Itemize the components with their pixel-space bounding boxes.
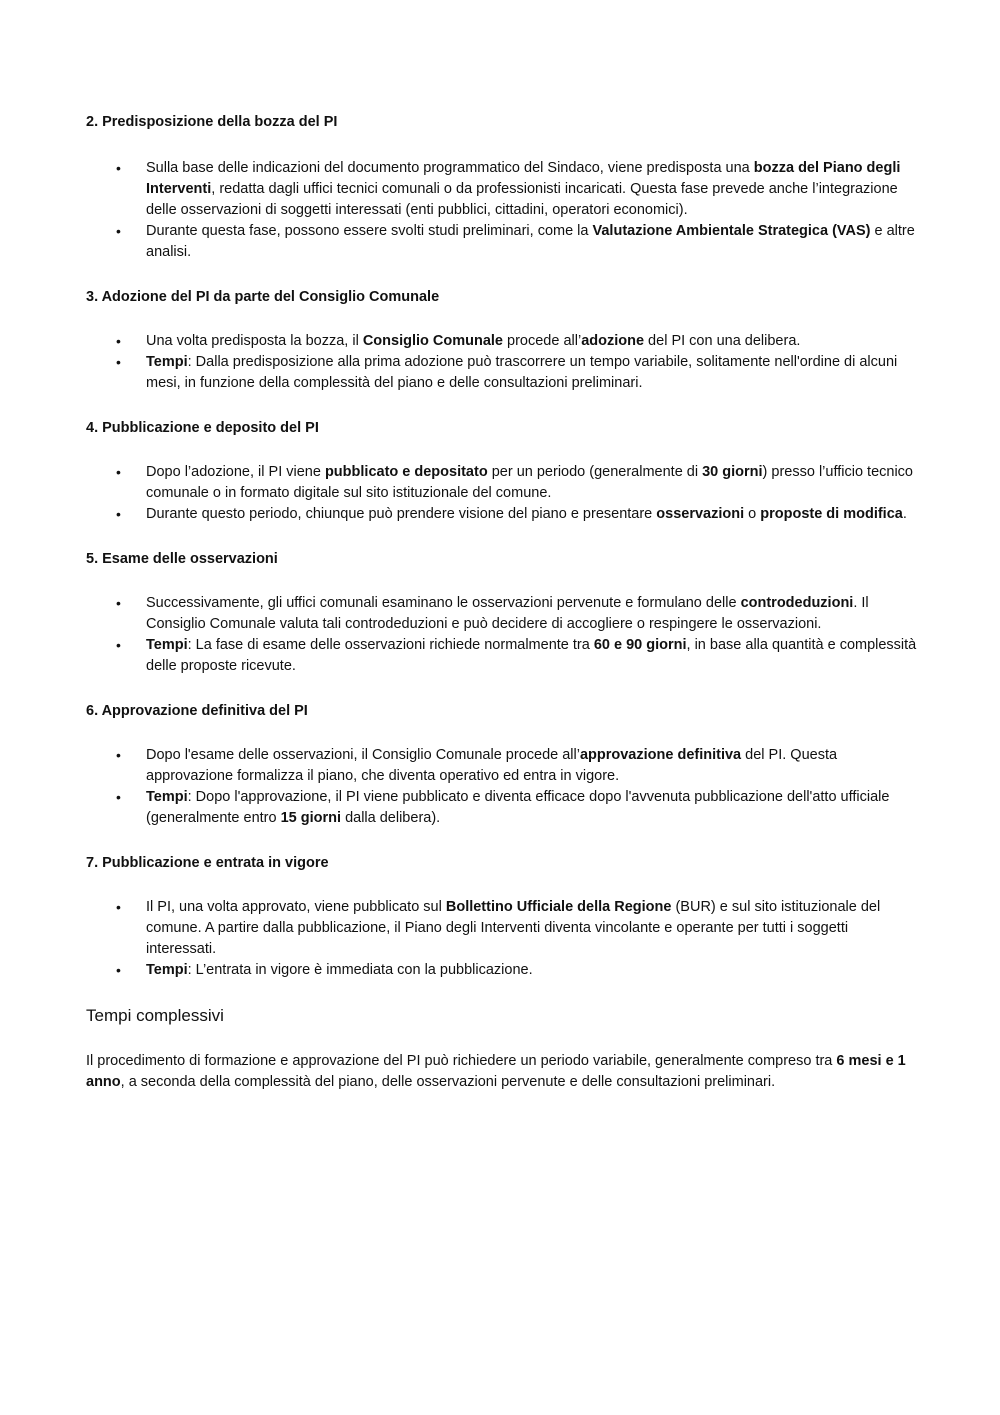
list-item-text: Successivamente, gli uffici comunali esaminano le osservazioni pervenute e formulano delle controdeduzioni. Il Consiglio Comunale valuta tali controdeduzioni e può decidere di accogliere o respingere le osservazioni. [146,595,869,632]
list-item-text: Una volta predisposta la bozza, il Consiglio Comunale procede all’adozione del PI con una delibera. [146,333,801,349]
section [86,853,918,981]
bold-text: 60 e 90 giorni [593,637,687,653]
bullet-icon: • [116,333,121,349]
list-item-text: Tempi: L’entrata in vigore è immediata con la pubblicazione. [146,962,533,978]
bullet-list [86,593,918,677]
bold-text: Tempi [146,354,188,370]
section-title: 2. Predisposizione della bozza del PI [86,114,338,130]
list-item [86,158,918,221]
bullet-icon: • [116,506,121,522]
bullet-icon: • [116,962,121,978]
summary-section [86,1005,918,1093]
list-item [86,331,918,352]
section-title: 6. Approvazione definitiva del PI [86,703,308,719]
list-item-text: Dopo l'esame delle osservazioni, il Consiglio Comunale procede all’approvazione definitiva del PI. Questa approvazione formalizza il piano, che diventa operativo ed entra in vigore. [146,747,838,784]
bold-text: adozione [581,333,645,349]
section [86,549,918,677]
list-item-text: Tempi: Dalla predisposizione alla prima adozione può trascorrere un tempo variabile, solitamente nell'ordine di alcuni mesi, in funzione della complessità del piano e delle consultazioni preliminari. [146,354,898,391]
bold-text: Tempi [146,637,188,653]
bold-text: pubblicato e depositato [324,464,488,480]
bold-text: bozza del Piano degli Interventi [146,160,901,197]
bullet-list [86,462,918,525]
list-item-text: Durante questa fase, possono essere svolti studi preliminari, come la Valutazione Ambientale Strategica (VAS) e altre analisi. [146,223,915,260]
bullet-list [86,897,918,981]
bullet-list [86,745,918,829]
bullet-icon: • [116,637,121,653]
list-item-text: Sulla base delle indicazioni del documento programmatico del Sindaco, viene predisposta una bozza del Piano degli Interventi, redatta dagli uffici tecnici comunali o da professionisti incaricati. Questa fase prevede anche l’integrazione delle osservazioni di soggetti interessati (enti pubblici, cittadini, operatori economici). [146,160,901,218]
section-title: 7. Pubblicazione e entrata in vigore [86,855,329,871]
section [86,112,918,263]
section [86,701,918,829]
bold-text: 15 giorni [280,810,342,826]
section [86,287,918,394]
bullet-icon: • [116,595,121,611]
list-item [86,635,918,677]
list-item-text: Tempi: Dopo l'approvazione, il PI viene pubblicato e diventa efficace dopo l'avvenuta pubblicazione dell'atto ufficiale (generalmente entro 15 giorni dalla delibera). [146,789,890,826]
document-page [86,112,918,1093]
list-item [86,745,918,787]
bold-text: Consiglio Comunale [362,333,503,349]
list-item [86,593,918,635]
bold-text: osservazioni [656,506,745,522]
bullet-icon: • [116,747,121,763]
section [86,418,918,525]
bullet-icon: • [116,464,121,480]
bold-text: Bollettino Ufficiale della Regione [445,899,672,915]
list-item-text: Il PI, una volta approvato, viene pubblicato sul Bollettino Ufficiale della Regione (BUR) e sul sito istituzionale del comune. A partire dalla pubblicazione, il Piano degli Interventi diventa vincolante e operante per tutti i soggetti interessati. [146,899,881,957]
bullet-icon: • [116,354,121,370]
section-title: 4. Pubblicazione e deposito del PI [86,420,319,436]
bold-text: approvazione definitiva [579,747,742,763]
bullet-icon: • [116,160,121,176]
list-item [86,462,918,504]
bullet-icon: • [116,789,121,805]
list-item-text: Dopo l’adozione, il PI viene pubblicato e depositato per un periodo (generalmente di 30 giorni) presso l’ufficio tecnico comunale o in formato digitale sul sito istituzionale del comune. [146,464,913,501]
summary-paragraph: Il procedimento di formazione e approvazione del PI può richiedere un periodo variabile, generalmente compreso tra 6 mesi e 1 anno, a seconda della complessità del piano, delle osservazioni pervenute e delle consultazioni preliminari. [86,1053,906,1090]
list-item-text: Durante questo periodo, chiunque può prendere visione del piano e presentare osservazioni o proposte di modifica. [146,506,907,522]
section-title: 3. Adozione del PI da parte del Consiglio Comunale [86,289,440,305]
bold-text: 30 giorni [702,464,763,480]
bullet-icon: • [116,899,121,915]
bold-text: proposte di modifica [760,506,903,522]
list-item [86,352,918,394]
list-item [86,897,918,960]
bullet-list [86,158,918,263]
list-item [86,787,918,829]
summary-heading: Tempi complessivi [86,1006,224,1025]
bullet-icon: • [116,223,121,239]
list-item [86,221,918,263]
list-item [86,504,918,525]
bold-text: controdeduzioni [740,595,854,611]
bullet-list [86,331,918,394]
section-title: 5. Esame delle osservazioni [86,551,278,567]
list-item-text: Tempi: La fase di esame delle osservazioni richiede normalmente tra 60 e 90 giorni, in base alla quantità e complessità delle proposte ricevute. [146,637,917,674]
bold-text: 6 mesi e 1 anno [86,1053,906,1090]
bold-text: Tempi [146,962,188,978]
list-item [86,960,918,981]
bold-text: Tempi [146,789,188,805]
bold-text: Valutazione Ambientale Strategica (VAS) [592,223,871,239]
